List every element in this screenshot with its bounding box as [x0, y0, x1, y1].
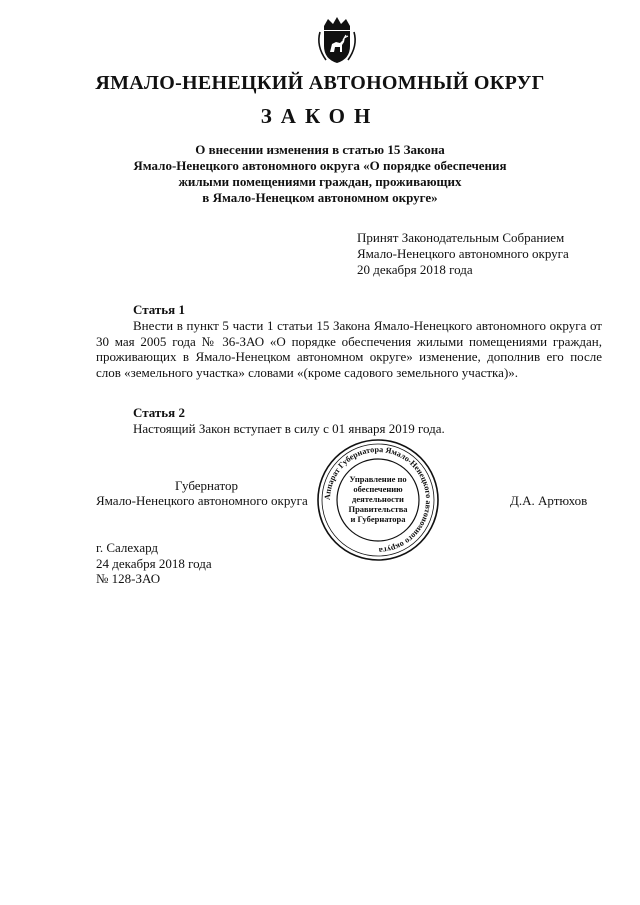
- signing-date: 24 декабря 2018 года: [96, 555, 212, 571]
- adoption-line: 20 декабря 2018 года: [357, 262, 473, 277]
- stamp-center-line: Правительства: [348, 504, 408, 514]
- place-and-date: [96, 540, 212, 587]
- adoption-note: [357, 230, 569, 278]
- signatory-region: Ямало-Ненецкого автономного округа: [96, 493, 308, 508]
- law-title-line: О внесении изменения в статью 15 Закона: [195, 142, 445, 157]
- law-title-line: в Ямало-Ненецком автономном округе»: [202, 190, 438, 205]
- adoption-line: Принят Законодательным Собранием: [357, 230, 565, 245]
- place-city: г. Салехард: [96, 540, 159, 555]
- law-number: № 128-ЗАО: [96, 571, 161, 586]
- region-heading: ЯМАЛО-НЕНЕЦКИЙ АВТОНОМНЫЙ ОКРУГ: [95, 72, 545, 94]
- signatory-name: Д.А. Артюхов: [510, 493, 588, 508]
- coat-of-arms-icon: [302, 16, 372, 64]
- law-title-line: Ямало-Ненецкого автономного округа «О порядке обеспечения: [133, 158, 507, 173]
- official-stamp: [316, 438, 440, 562]
- stamp-center-line: деятельности: [352, 494, 404, 504]
- article-1-text: Внести в пункт 5 части 1 статьи 15 Закона Ямало-Ненецкого автономного округа от 30 мая 2005 года № 36-ЗАО «О порядке обеспечения жилыми помещениями граждан, проживающих в Ямало-Ненецком автономном округе» изменение, дополнив его после слов «земельного участка» словами «(кроме садового земельного участка)».: [96, 318, 602, 380]
- stamp-center-line: Управление по: [349, 474, 407, 484]
- law-title-line: жилыми помещениями граждан, проживающих: [178, 174, 462, 189]
- adoption-line: Ямало-Ненецкого автономного округа: [357, 246, 569, 261]
- stamp-center-line: и Губернатора: [350, 514, 406, 524]
- stamp-center-line: обеспечению: [353, 484, 403, 494]
- law-title: [60, 142, 580, 206]
- article-1-heading: Статья 1: [133, 302, 185, 317]
- signatory-title: Губернатор: [175, 478, 238, 493]
- stamp-ring-text: Аппарат Губернатора Ямало-Ненецкого автономного округа: [322, 444, 434, 556]
- article-2-text: Настоящий Закон вступает в силу с 01 января 2019 года.: [133, 421, 445, 436]
- article-2-heading: Статья 2: [133, 405, 185, 420]
- document-type: ЗАКОН: [260, 104, 380, 128]
